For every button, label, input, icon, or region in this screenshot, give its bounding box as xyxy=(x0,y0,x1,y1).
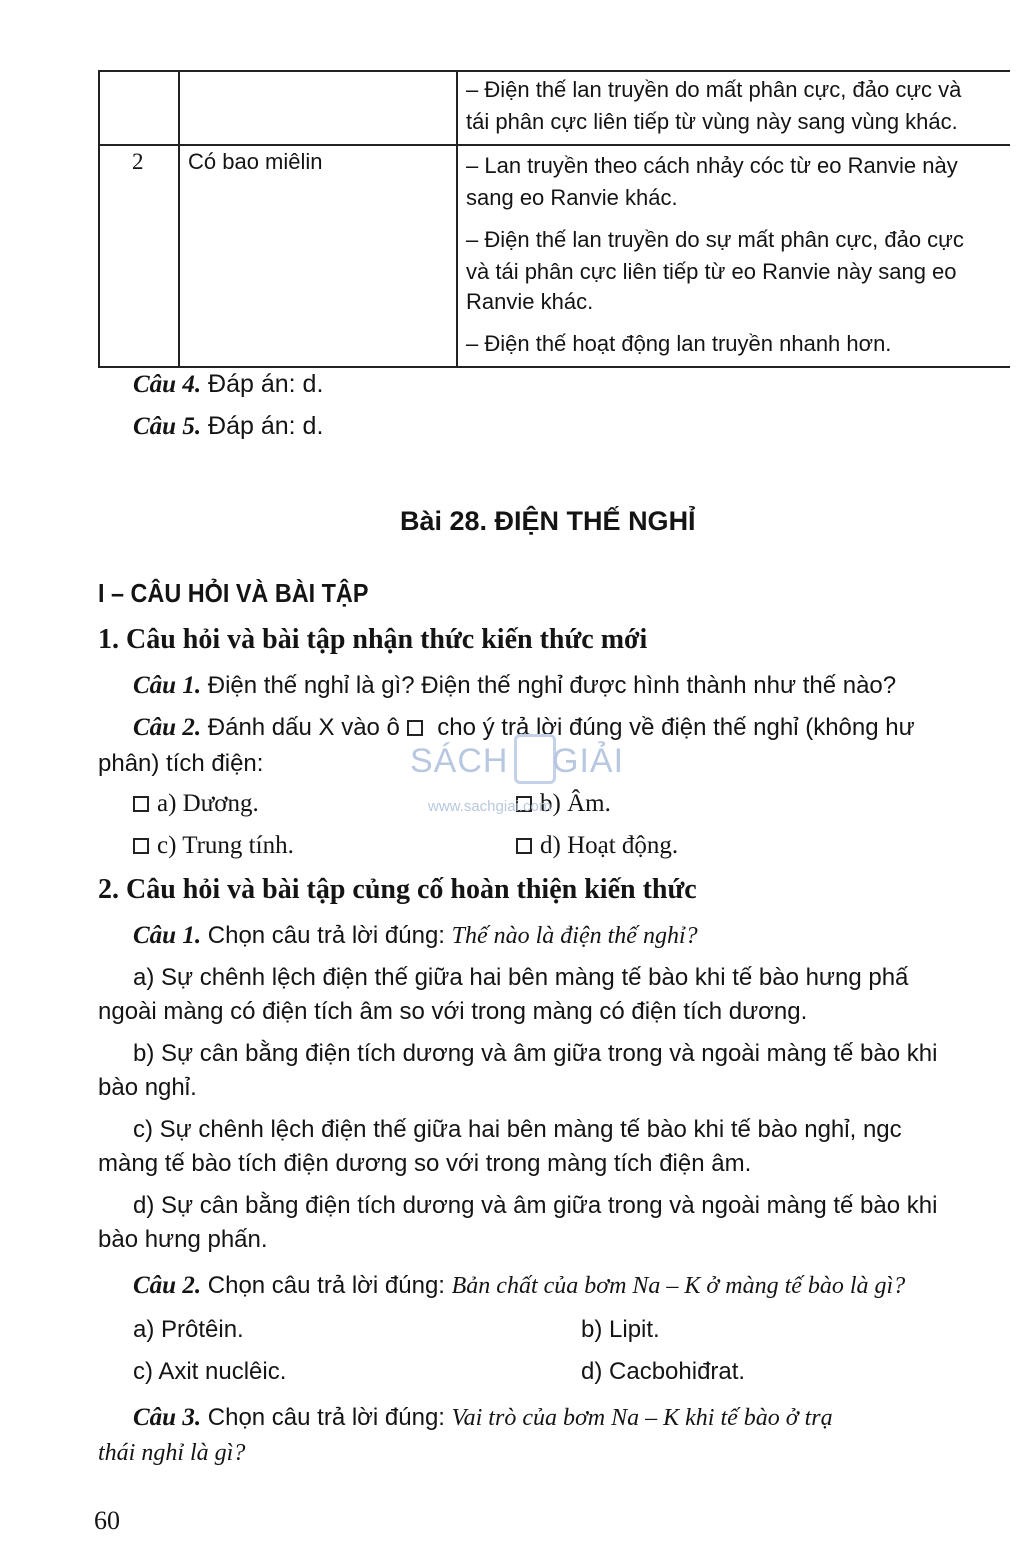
sub2-q2-option-c: c) Axit nuclêic. xyxy=(133,1358,287,1385)
table-col-divider-1 xyxy=(178,70,180,368)
option-label: c) Trung tính. xyxy=(157,832,294,859)
option-label: a) Dương. xyxy=(157,790,259,817)
question-label: Câu 2. xyxy=(133,714,202,741)
sub2-question-2 xyxy=(133,1272,905,1300)
sub1-question-1 xyxy=(133,672,896,700)
option-label: d) Hoạt động. xyxy=(540,832,679,859)
watermark-url: www.sachgiai.com xyxy=(428,798,552,815)
option-d[interactable] xyxy=(516,832,678,860)
sub1-question-2-line2: phân) tích điện: xyxy=(98,750,264,777)
table-row2-desc-line5: Ranvie khác. xyxy=(466,289,594,314)
sub2-question-1 xyxy=(133,922,698,950)
sub2-q2-option-b: b) Lipit. xyxy=(581,1316,660,1343)
sub2-q1-option-b-line1: b) Sự cân bằng điện tích dương và âm giữa trong và ngoài màng tế bào khi xyxy=(133,1040,938,1067)
sub2-q1-option-d-line1: d) Sự cân bằng điện tích dương và âm giữa trong và ngoài màng tế bào khi xyxy=(133,1192,938,1219)
sub2-q2-option-a: a) Prôtêin. xyxy=(133,1316,244,1343)
option-label: b) Âm. xyxy=(540,790,611,817)
sub2-q1-option-d-line2: bào hưng phấn. xyxy=(98,1226,268,1253)
answer-cau-4 xyxy=(133,370,323,399)
question-text: Chọn câu trả lời đúng: xyxy=(201,1272,452,1299)
table-row1-desc-line2: tái phân cực liên tiếp từ vùng này sang vùng khác. xyxy=(466,109,958,134)
answer-text: Đáp án: d. xyxy=(201,370,324,398)
table-row2-desc-line4: và tái phân cực liên tiếp từ eo Ranvie này sang eo xyxy=(466,259,957,284)
checkbox-icon[interactable] xyxy=(516,838,532,854)
sub2-q1-option-b-line2: bào nghỉ. xyxy=(98,1074,197,1101)
subsection-2-title: 2. Câu hỏi và bài tập củng cố hoàn thiện kiến thức xyxy=(98,874,697,905)
question-text: Chọn câu trả lời đúng: xyxy=(201,1404,452,1431)
checkbox-icon xyxy=(407,720,423,736)
lesson-title: Bài 28. ĐIỆN THẾ NGHỈ xyxy=(400,506,696,536)
sub2-q1-option-c-line1: c) Sự chênh lệch điện thế giữa hai bên màng tế bào khi tế bào nghỉ, ngc xyxy=(133,1116,902,1143)
option-c[interactable] xyxy=(133,832,294,860)
table-row2-desc-line2: sang eo Ranvie khác. xyxy=(466,185,678,210)
table-col-divider-2 xyxy=(456,70,458,368)
page-number: 60 xyxy=(94,1506,120,1535)
table-border-bottom xyxy=(98,366,1010,368)
table-row2-type: Có bao miêlin xyxy=(188,149,323,174)
sub2-q1-option-c-line2: màng tế bào tích điện dương so với trong màng tích điện âm. xyxy=(98,1150,752,1177)
question-italic: Thế nào là điện thế nghỉ? xyxy=(451,923,698,949)
question-italic: Vai trò của bơm Na – K khi tế bào ở trạ xyxy=(451,1405,833,1431)
watermark-brand-left: SÁCH xyxy=(410,742,509,780)
question-text-continued: cho ý trả lời đúng về điện thế nghỉ (không hư xyxy=(430,714,915,741)
table-row2-number: 2 xyxy=(132,149,144,174)
table-row2-desc-line6: – Điện thế hoạt động lan truyền nhanh hơn. xyxy=(466,331,892,356)
sub2-q2-option-d: d) Cacbohiđrat. xyxy=(581,1358,746,1385)
table-border-left xyxy=(98,70,100,368)
question-italic: Bản chất của bơm Na – K ở màng tế bào là gì? xyxy=(451,1273,906,1299)
question-label: Câu 1. xyxy=(133,922,202,949)
table-row2-desc-line1: – Lan truyền theo cách nhảy cóc từ eo Ranvie này xyxy=(466,153,958,178)
watermark-logo-icon xyxy=(514,734,556,784)
sub2-question-3 xyxy=(133,1404,833,1432)
watermark-brand-right: GIẢI xyxy=(552,742,625,780)
question-label: Câu 3. xyxy=(133,1404,202,1431)
sub2-question-3-line2: thái nghỉ là gì? xyxy=(98,1440,246,1466)
subsection-1-title: 1. Câu hỏi và bài tập nhận thức kiến thức mới xyxy=(98,624,648,655)
table-row1-desc-line1: – Điện thế lan truyền do mất phân cực, đảo cực và xyxy=(466,77,962,102)
checkbox-icon[interactable] xyxy=(133,796,149,812)
answer-label: Câu 4. xyxy=(133,371,202,398)
question-text: Điện thế nghỉ là gì? Điện thế nghỉ được hình thành như thế nào? xyxy=(201,672,897,699)
question-label: Câu 1. xyxy=(133,672,202,699)
question-text: Chọn câu trả lời đúng: xyxy=(201,922,452,949)
option-a[interactable] xyxy=(133,790,259,818)
answer-label: Câu 5. xyxy=(133,413,202,440)
question-text: Đánh dấu X vào ô xyxy=(201,714,400,741)
table-border-top xyxy=(98,70,1010,72)
answer-text: Đáp án: d. xyxy=(201,412,324,440)
answer-cau-5 xyxy=(133,412,323,441)
section-title: I – CÂU HỎI VÀ BÀI TẬP xyxy=(98,578,369,608)
table-row2-desc-line3: – Điện thế lan truyền do sự mất phân cực, đảo cực xyxy=(466,227,964,252)
question-label: Câu 2. xyxy=(133,1272,202,1299)
checkbox-icon[interactable] xyxy=(133,838,149,854)
sub2-q1-option-a-line1: a) Sự chênh lệch điện thế giữa hai bên màng tế bào khi tế bào hưng phấ xyxy=(133,964,909,991)
sub2-q1-option-a-line2: ngoài màng có điện tích âm so với trong màng có điện tích dương. xyxy=(98,998,808,1025)
